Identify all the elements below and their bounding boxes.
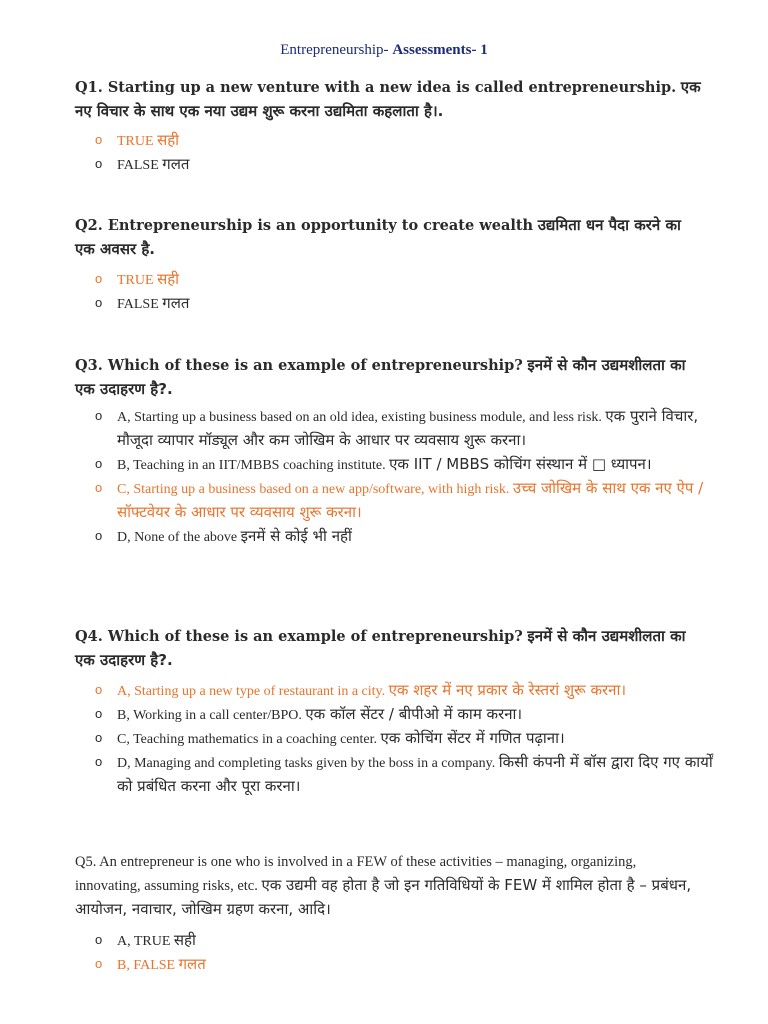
option-en: C, Starting up a business based on a new app/software, with high risk. — [117, 482, 510, 497]
question-4-en: Q4. Which of these is an example of entrepreneurship? — [75, 628, 523, 645]
option-d[interactable] — [95, 525, 715, 549]
question-1 — [75, 76, 705, 124]
option-b[interactable] — [95, 453, 715, 477]
page-title — [0, 42, 768, 59]
question-3 — [75, 354, 705, 402]
question-5-hi: एक उद्यमी वह होता है जो इन गतिविधियों के FEW में शामिल होता है – प्रबंधन, आयोजन, नवाचार, जोखिम ग्रहण करना, आदि। — [75, 876, 692, 918]
option-hi: एक शहर में नए प्रकार के रेस्तरां शुरू करना। — [388, 681, 627, 699]
option-a[interactable] — [95, 929, 715, 953]
option-en: TRUE — [117, 273, 154, 288]
question-4 — [75, 625, 705, 673]
question-5-options — [95, 929, 715, 977]
question-2-hi: उद्यमिता धन पैदा करने का एक अवसर है. — [75, 216, 681, 258]
option-en: B, FALSE — [117, 958, 176, 973]
question-5 — [75, 851, 705, 922]
option-a[interactable] — [95, 679, 715, 703]
option-hi: एक कॉल सेंटर / बीपीओ में काम करना। — [305, 705, 523, 723]
option-c[interactable] — [95, 727, 715, 751]
option-hi: सही — [173, 931, 196, 949]
question-1-hi: एक नए विचार के साथ एक नया उद्यम शुरू करना उद्यमिता कहलाता है।. — [75, 78, 701, 120]
question-2-en: Q2. Entrepreneurship is an opportunity to create wealth — [75, 217, 534, 234]
option-hi: गलत — [162, 294, 190, 312]
question-4-options — [95, 679, 715, 799]
option-d[interactable] — [95, 751, 715, 799]
question-1-en: Q1. Starting up a new venture with a new idea is called entrepreneurship. — [75, 79, 677, 96]
question-1-options — [95, 129, 715, 177]
option-hi: इनमें से कोई भी नहीं — [240, 527, 352, 545]
option-hi: गलत — [162, 155, 190, 173]
option-hi: सही — [157, 131, 180, 149]
option-false[interactable] — [95, 153, 715, 177]
option-c[interactable] — [95, 477, 715, 525]
option-true[interactable] — [95, 268, 715, 292]
option-en: A, TRUE — [117, 934, 171, 949]
option-en: B, Teaching in an IIT/MBBS coaching institute. — [117, 458, 386, 473]
option-b[interactable] — [95, 953, 715, 977]
option-en: FALSE — [117, 158, 159, 173]
option-a[interactable] — [95, 405, 715, 453]
option-hi: सही — [157, 270, 180, 288]
question-2-options — [95, 268, 715, 316]
option-hi: एक पुराने विचार, मौजूदा व्यापार मॉड्यूल और कम जोखिम के आधार पर व्यवसाय शुरू करना। — [117, 407, 699, 449]
option-hi: उच्च जोखिम के साथ एक नए ऐप / सॉफ्टवेयर के आधार पर व्यवसाय शुरू करना। — [117, 479, 704, 521]
question-3-hi: इनमें से कौन उद्यमशीलता का एक उदाहरण है?. — [75, 356, 686, 398]
option-en: A, Starting up a business based on an old idea, existing business module, and less risk. — [117, 410, 602, 425]
option-en: C, Teaching mathematics in a coaching center. — [117, 732, 377, 747]
question-3-en: Q3. Which of these is an example of entrepreneurship? — [75, 357, 523, 374]
title-bold: Assessments- 1 — [392, 42, 488, 58]
option-hi: गलत — [178, 955, 206, 973]
option-en: D, Managing and completing tasks given by the boss in a company. — [117, 756, 496, 771]
option-en: D, None of the above — [117, 530, 238, 545]
option-hi: किसी कंपनी में बॉस द्वारा दिए गए कार्यों को प्रबंधित करना और पूरा करना। — [117, 753, 713, 795]
option-en: B, Working in a call center/BPO. — [117, 708, 302, 723]
option-hi: एक कोचिंग सेंटर में गणित पढ़ाना। — [380, 729, 565, 747]
option-en: A, Starting up a new type of restaurant in a city. — [117, 684, 386, 699]
option-en: FALSE — [117, 297, 159, 312]
question-5-en: Q5. An entrepreneur is one who is involved in a FEW of these activities – managing, organizing, innovating, assuming risks, etc. — [75, 854, 637, 894]
question-4-hi: इनमें से कौन उद्यमशीलता का एक उदाहरण है?. — [75, 627, 686, 669]
question-2 — [75, 214, 705, 262]
option-hi: एक IIT / MBBS कोचिंग संस्थान में □ ध्यापन। — [389, 455, 652, 473]
option-true[interactable] — [95, 129, 715, 153]
option-en: TRUE — [117, 134, 154, 149]
title-prefix: Entrepreneurship- — [280, 42, 393, 58]
option-false[interactable] — [95, 292, 715, 316]
option-b[interactable] — [95, 703, 715, 727]
question-3-options — [95, 405, 715, 549]
